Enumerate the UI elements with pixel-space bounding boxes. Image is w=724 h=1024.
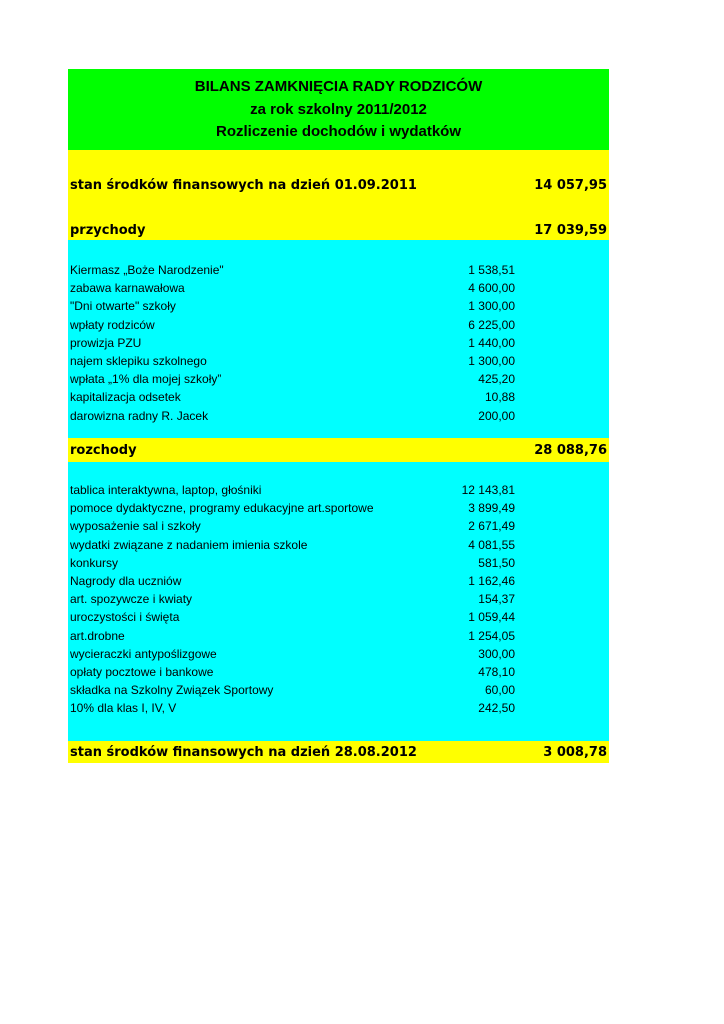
expense-total-row [68, 438, 609, 462]
item-label: art.drobne [70, 628, 125, 643]
opening-balance-label: stan środków finansowych na dzień 01.09.2011 [70, 177, 417, 193]
item-value: 300,00 [478, 646, 515, 661]
item-value: 478,10 [478, 664, 515, 679]
item-value: 1 059,44 [468, 610, 515, 625]
item-label: wpłaty rodziców [70, 317, 155, 332]
list-item [68, 499, 609, 517]
item-value: 1 538,51 [468, 263, 515, 278]
balance-sheet [68, 69, 609, 763]
item-value: 425,20 [478, 372, 515, 387]
item-value: 200,00 [478, 408, 515, 423]
item-value: 1 300,00 [468, 354, 515, 369]
item-value: 1 162,46 [468, 574, 515, 589]
opening-balance-value: 14 057,95 [534, 177, 607, 193]
list-item [68, 627, 609, 645]
item-label: art. spozywcze i kwiaty [70, 592, 193, 607]
list-item [68, 388, 609, 406]
item-value: 2 671,49 [468, 519, 515, 534]
item-label: wydatki związane z nadaniem imienia szkole [70, 537, 308, 552]
list-item [68, 481, 609, 499]
item-label: zabawa karnawałowa [70, 281, 185, 296]
item-label: konkursy [70, 555, 119, 570]
closing-balance-row [68, 741, 609, 763]
closing-balance-value: 3 008,78 [543, 744, 607, 760]
list-item [68, 352, 609, 370]
item-label: Kiermasz „Boże Narodzenie" [70, 263, 224, 278]
item-label: pomoce dydaktyczne, programy edukacyjne art.sportowe [70, 501, 374, 516]
income-label: przychody [70, 222, 146, 238]
item-label: wpłata „1% dla mojej szkoły” [70, 372, 222, 387]
page-subtitle-2: Rozliczenie dochodów i wydatków [215, 123, 462, 141]
list-item [68, 590, 609, 608]
opening-section [68, 150, 609, 240]
item-label: uroczystości i święta [70, 610, 180, 625]
list-item [68, 297, 609, 315]
list-item [68, 645, 609, 663]
item-label: prowizja PZU [70, 335, 142, 350]
list-item [68, 261, 609, 279]
list-item [68, 608, 609, 626]
income-items [68, 240, 609, 438]
list-item [68, 517, 609, 535]
expense-label: rozchody [70, 442, 137, 458]
item-value: 1 254,05 [468, 628, 515, 643]
page-subtitle: za rok szkolny 2011/2012 [250, 100, 427, 118]
closing-balance-label: stan środków finansowych na dzień 28.08.2012 [70, 744, 417, 760]
item-label: 10% dla klas I, IV, V [70, 701, 177, 716]
item-value: 1 440,00 [468, 335, 515, 350]
item-value: 581,50 [478, 555, 515, 570]
list-item [68, 572, 609, 590]
item-value: 4 600,00 [468, 281, 515, 296]
item-label: Nagrody dla uczniów [70, 574, 182, 589]
income-total: 17 039,59 [534, 222, 607, 238]
opening-balance-row [68, 150, 609, 220]
list-item [68, 407, 609, 425]
list-item [68, 663, 609, 681]
header-block [68, 69, 609, 150]
item-label: kapitalizacja odsetek [70, 390, 181, 405]
list-item [68, 681, 609, 699]
item-value: 242,50 [478, 701, 515, 716]
list-item [68, 334, 609, 352]
item-value: 4 081,55 [468, 537, 515, 552]
list-item [68, 536, 609, 554]
item-label: składka na Szkolny Związek Sportowy [70, 683, 274, 698]
item-label: darowizna radny R. Jacek [70, 408, 209, 423]
item-label: opłaty pocztowe i bankowe [70, 664, 214, 679]
income-total-row [68, 220, 609, 240]
item-value: 12 143,81 [461, 483, 515, 498]
list-item [68, 370, 609, 388]
item-label: wycieraczki antypoślizgowe [70, 646, 217, 661]
item-label: tablica interaktywna, laptop, głośniki [70, 483, 262, 498]
item-value: 154,37 [478, 592, 515, 607]
item-value: 1 300,00 [468, 299, 515, 314]
item-label: najem sklepiku szkolnego [70, 354, 207, 369]
item-value: 3 899,49 [468, 501, 515, 516]
expense-items [68, 462, 609, 741]
item-value: 10,88 [484, 390, 515, 405]
page-title: BILANS ZAMKNIĘCIA RADY RODZICÓW [194, 77, 483, 95]
item-label: wyposażenie sal i szkoły [70, 519, 201, 534]
list-item [68, 699, 609, 717]
expense-total: 28 088,76 [534, 442, 607, 458]
list-item [68, 316, 609, 334]
list-item [68, 554, 609, 572]
item-value: 6 225,00 [468, 317, 515, 332]
item-value: 60,00 [484, 683, 515, 698]
item-label: "Dni otwarte" szkoły [70, 299, 176, 314]
list-item [68, 279, 609, 297]
